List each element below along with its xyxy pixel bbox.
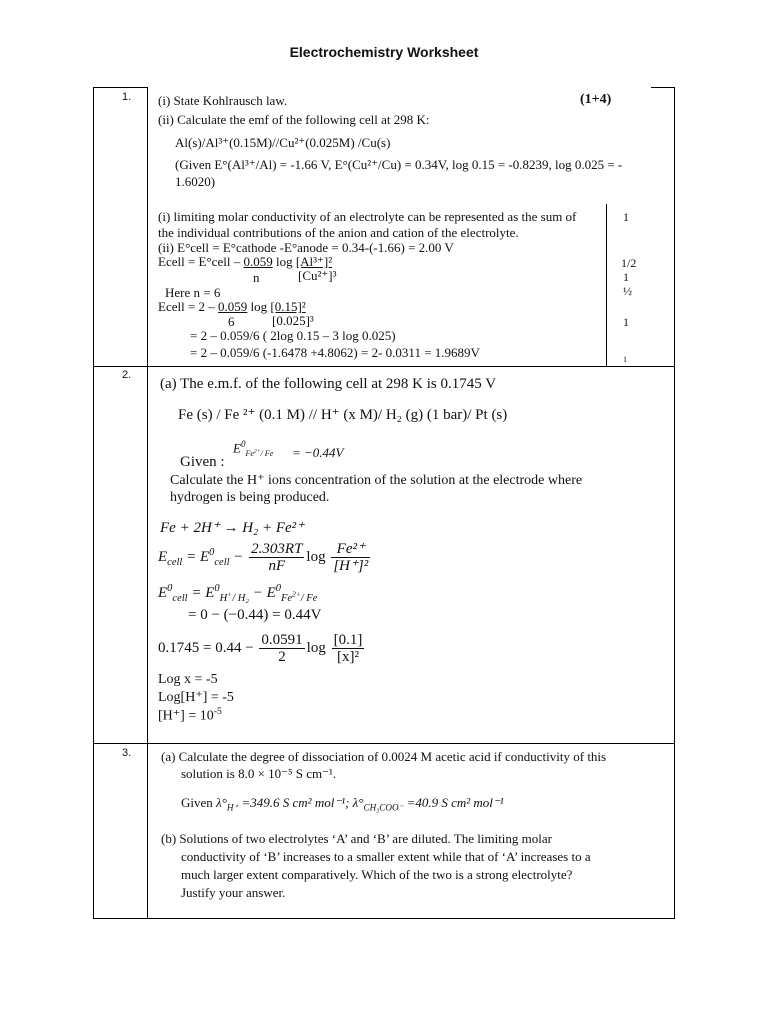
q3-b1: (b) Solutions of two electrolytes ‘A’ and ‘B’ are diluted. The limiting molar (161, 831, 552, 846)
q2-line1: (a) The e.m.f. of the following cell at 298 K is 0.1745 V (160, 376, 497, 392)
q3-a1: (a) Calculate the degree of dissociation of 0.0024 M acetic acid if conductivity of this (161, 749, 607, 764)
q2-num-conc (332, 632, 365, 665)
q2-calc1: Calculate the H⁺ ions concentration of the solution at the electrode where (170, 473, 583, 488)
q2-num-fraction (259, 632, 304, 665)
q3-given: Given (181, 795, 213, 810)
q2-logx: Log x = -5 (158, 672, 218, 687)
table-column-divider (147, 87, 148, 919)
q1-mark-1c: 1 (623, 315, 629, 329)
q1-mark-half2: ½ (623, 284, 632, 298)
q3-b4: Justify your answer. (181, 885, 286, 900)
q1-answer-eo: (ii) E°cell = E°cathode -E°anode = 0.34-(-1.66) = 2.00 V (158, 240, 454, 255)
q3-lambda-ac: $\lambda^\circ_{CH_3COO^-}$ (352, 795, 404, 813)
q1-ecell-cu: [Cu²⁺]³ (298, 268, 337, 283)
q3-lambda-h: $\lambda^\circ_{H^+}$ (216, 795, 239, 813)
q1-line2: (ii) Calculate the emf of the following cell at 298 K: (158, 112, 430, 127)
table-border-top-left (93, 87, 148, 88)
q1-ecell-log: log (272, 254, 296, 269)
row-divider-2 (93, 743, 675, 744)
q3-b3: much larger extent comparatively. Which of the two is a strong electrolyte? (181, 867, 573, 882)
q2-nernst-h: [H⁺]² (333, 558, 369, 574)
q3-b2: conductivity of ‘B’ increases to a smaller extent while that of ‘A’ increases to a (181, 849, 591, 864)
q3-lambda-ac-value: =40.9 S cm² mol⁻¹ (406, 795, 504, 810)
q2-num-01: [0.1] (333, 632, 363, 648)
q1-ecell2-prefix: Ecell = 2 – (158, 299, 219, 314)
q1-given1: (Given E°(Al³⁺/Al) = -1.66 V, E°(Cu²⁺/Cu) = 0.34V, log 0.15 = -0.8239, log 0.025 = - (175, 157, 623, 172)
q1-number: 1. (122, 91, 132, 103)
q2-num-lhs: 0.1745 = 0.44 − (158, 639, 254, 656)
q2-num-0591: 0.0591 (261, 632, 303, 648)
table-border-left (93, 87, 94, 919)
q1-ecell2-log: log (247, 299, 271, 314)
q1-ecell2-6: 6 (228, 314, 235, 329)
q2-given-e0: $E^0_{Fe^{2+}/ Fe}$ (233, 439, 274, 458)
q2-cell: Fe (s) / Fe ²⁺ (0.1 M) // H⁺ (x M)/ H₂ (g) (1 bar)/ Pt (s) (178, 407, 508, 423)
q2-nernst-conc (331, 541, 370, 574)
q1-mark-1d: 1 (623, 355, 627, 364)
q3-a2: solution is 8.0 × 10⁻⁵ S cm⁻¹. (181, 766, 337, 781)
q1-given2: 1.6020) (175, 174, 216, 189)
q2-h-line (158, 706, 222, 725)
q2-num-2: 2 (278, 649, 286, 665)
q1-step1: = 2 – 0.059/6 ( 2log 0.15 – 3 log 0.025) (190, 328, 396, 343)
q2-logh: Log[H⁺] = -5 (158, 690, 234, 705)
q1-ecell-prefix: Ecell = E°cell – (158, 254, 244, 269)
table-border-bottom (93, 918, 675, 919)
q1-ecell2-015: [0.15]² (270, 299, 306, 314)
q1-ecell-al: [Al³⁺]² (295, 254, 333, 269)
q1-ecell-n: n (253, 270, 260, 285)
q3-given-line (181, 795, 504, 814)
q2-nernst-fe: Fe²⁺ (331, 541, 370, 558)
q2-h-exp: -5 (213, 706, 222, 717)
q2-nernst-nf: nF (268, 558, 286, 574)
q2-nernst-fraction (249, 541, 304, 574)
q1-mark-half1: 1/2 (621, 256, 637, 270)
q1-ecell-0059: 0.059 (243, 254, 273, 269)
table-border-right (674, 87, 675, 919)
row-divider-1 (93, 366, 675, 367)
q1-ecell2-0059: 0.059 (218, 299, 248, 314)
q2-calc2: hydrogen is being produced. (170, 490, 330, 505)
q3-number: 3. (122, 747, 132, 759)
q1-answer-law-2: the individual contributions of the anion and cation of the electrolyte. (158, 225, 519, 240)
q1-ecell2-0025: [0.025]³ (272, 313, 314, 328)
q1-mark-1a: 1 (623, 210, 629, 224)
q2-num-x: [x]² (336, 649, 359, 665)
q3-lambda-h-value: =349.6 S cm² mol⁻¹; (241, 795, 350, 810)
q2-given-label: Given : (180, 454, 225, 470)
q1-line1: (i) State Kohlrausch law. (158, 93, 288, 108)
q2-nernst-equation: $E_{cell} = E^0_{cell}$ − $\frac{2.303RT}{nF}$ log $\frac{\text{Fe²⁺}}{\text{[H⁺]²}}$ (158, 541, 369, 574)
page-title: Electrochemistry Worksheet (289, 44, 479, 60)
q1-mark-1b: 1 (623, 270, 629, 284)
marks-column-line (606, 204, 607, 366)
q2-given-value: = −0.44V (292, 445, 344, 460)
q1-here-n: Here n = 6 (165, 285, 221, 300)
q2-numeric-equation: 0.1745 = 0.44 − $\frac{0.0591}{2}$ log $\frac{[0.1]}{\text{[x]²}}$ (158, 632, 363, 665)
q1-answer-law-1: (i) limiting molar conductivity of an electrolyte can be represented as the sum of (158, 209, 577, 224)
q2-number: 2. (122, 369, 132, 381)
q1-marks: (1+4) (580, 92, 612, 107)
q2-eq-result: = 0 − (−0.44) = 0.44V (188, 607, 322, 623)
q1-cell: Al(s)/Al³⁺(0.15M)//Cu²⁺(0.025M) /Cu(s) (175, 135, 391, 150)
q1-step2: = 2 – 0.059/6 (-1.6478 +4.8062) = 2- 0.0311 = 1.9689V (190, 345, 480, 360)
q2-h: [H⁺] = 10 (158, 708, 214, 724)
q2-nernst-2303: 2.303RT (251, 541, 303, 557)
q2-e0cell-equation: $E^0_{cell} = E^0_{H^+/ H_2} - E^0_{Fe^{2+}/ Fe}$ (158, 583, 318, 604)
q2-reaction: Fe + 2H⁺ → H₂ + Fe²⁺ (160, 520, 305, 536)
table-border-top-right (651, 87, 675, 88)
